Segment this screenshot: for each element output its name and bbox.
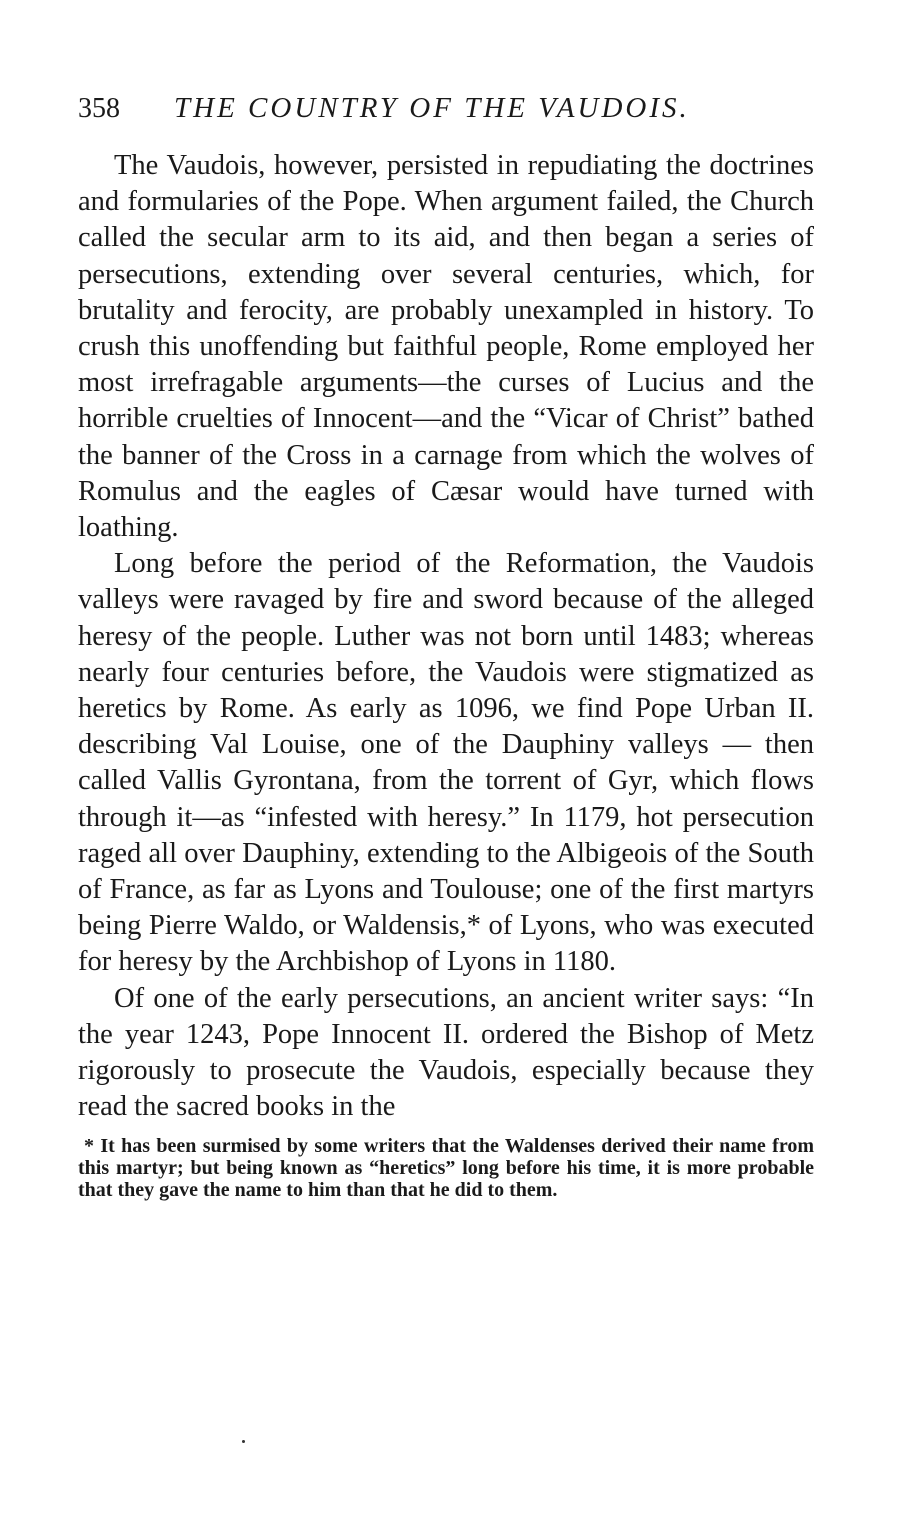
book-page <box>78 92 814 1201</box>
paragraph-3: Of one of the early persecutions, an ancient writer says: “In the year 1243, Pope Innocent II. ordered the Bishop of Metz rigorously to prosecute the Vaudois, especially because they read the sacred books in the <box>78 982 814 1123</box>
page-number: 358 <box>78 93 120 124</box>
running-head <box>78 92 814 142</box>
paragraph-1: The Vaudois, however, persisted in repudiating the doctrines and formularies of the Pope. When argument failed, the Church called the secular arm to its aid, and then began a series of persecutions, extending over several centuries, which, for brutality and ferocity, are probably unexampled in history. To crush this unoffending but faithful people, Rome employed her most irrefragable arguments—the curses of Lucius and the horrible cruelties of Innocent—and the “Vicar of Christ” bathed the banner of the Cross in a carnage from which the wolves of Romulus and the eagles of Cæsar would have turned with loathing. <box>78 150 814 544</box>
paragraph-2: Long before the period of the Reformation, the Vaudois valleys were ravaged by fire and sword because of the alleged heresy of the people. Luther was not born until 1483; whereas nearly four centuries before, the Vaudois were stigmatized as heretics by Rome. As early as 1096, we find Pope Urban II. describing Val Louise, one of the Dauphiny valleys — then called Vallis Gyrontana, from the torrent of Gyr, which flows through it—as “infested with heresy.” In 1179, hot persecution raged all over Dauphiny, extending to the Albigeois of the South of France, as far as Lyons and Toulouse; one of the first martyrs being Pierre Waldo, or Waldensis,* of Lyons, who was executed for heresy by the Archbishop of Lyons in 1180. <box>78 548 814 978</box>
footnote-text: * It has been surmised by some writers that the Waldenses derived their name from this martyr; but being known as “heretics” long before his time, it is more probable that they gave the name to him than that he did to them. <box>78 1135 814 1202</box>
body-text <box>78 148 814 1125</box>
footnote <box>78 1135 814 1201</box>
running-title: THE COUNTRY OF THE VAUDOIS. <box>174 92 690 124</box>
ink-speck <box>242 1440 245 1443</box>
